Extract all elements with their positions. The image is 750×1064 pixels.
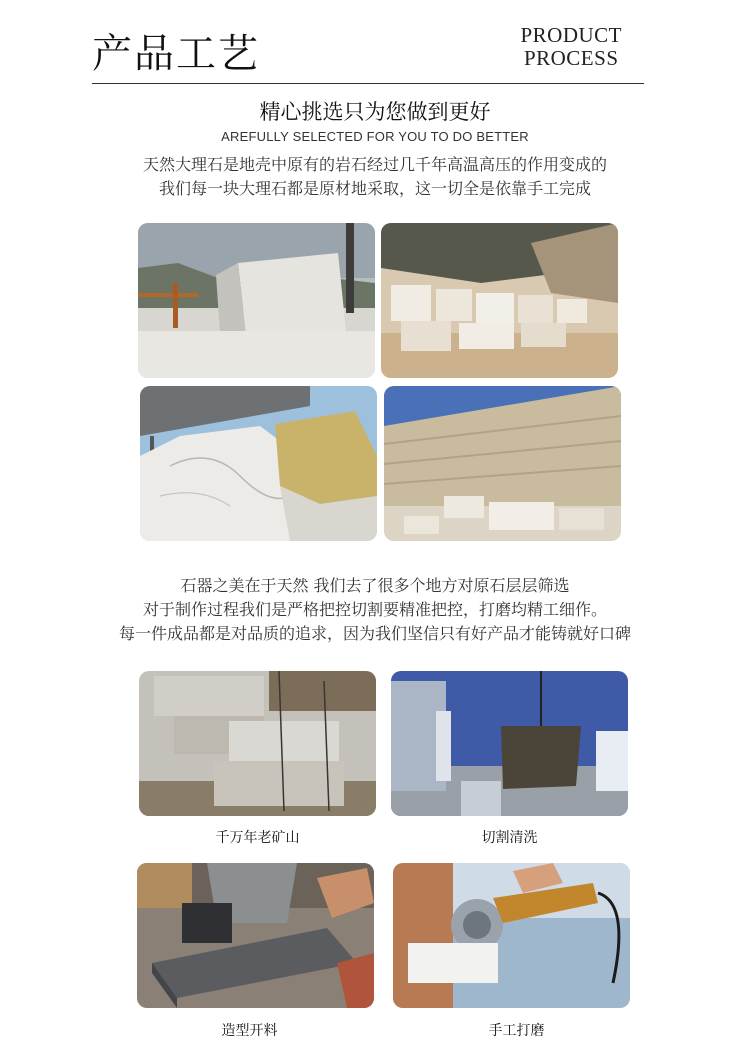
quarry-photo-cliff (384, 386, 621, 541)
process-step-caption: 切割清洗 (481, 830, 538, 846)
process-photo-mine (139, 671, 376, 816)
process-photo-polishing (393, 863, 630, 1008)
process-photo-cutting (391, 671, 628, 816)
quarry-photo-marble-block (140, 386, 377, 541)
process-step-caption: 千万年老矿山 (215, 830, 300, 846)
quality-paragraph (0, 574, 750, 646)
page-header (0, 0, 750, 90)
intro-heading-english: AREFULLY SELECTED FOR YOU TO DO BETTER (221, 129, 529, 144)
quarry-photo-stacked-blocks (381, 223, 618, 378)
quality-line: 对于制作过程我们是严格把控切割要精准把控，打磨均精工细作。 (142, 600, 607, 619)
process-step-caption: 造型开料 (221, 1023, 278, 1039)
section-title-english (520, 24, 622, 70)
header-divider (92, 83, 644, 84)
intro-line: 天然大理石是地壳中原有的岩石经过几千年高温高压的作用变成的 (142, 155, 607, 174)
process-step-caption: 手工打磨 (488, 1023, 545, 1039)
intro-line: 我们每一块大理石都是原材地采取，这一切全是依靠手工完成 (158, 179, 591, 198)
quality-line: 每一件成品都是对品质的追求，因为我们坚信只有好产品才能铸就好口碑 (118, 624, 631, 643)
section-title-english-line2: PROCESS (523, 46, 619, 70)
intro-heading: 精心挑选只为您做到更好 (259, 100, 491, 124)
section-title-english-line1: PRODUCT (520, 23, 622, 47)
quarry-photo-blocks (138, 223, 375, 378)
quality-line: 石器之美在于天然 我们去了很多个地方对原石层层筛选 (180, 576, 570, 595)
section-title: 产品工艺 (92, 31, 260, 77)
process-photo-shaping (137, 863, 374, 1008)
intro-paragraph (0, 153, 750, 201)
